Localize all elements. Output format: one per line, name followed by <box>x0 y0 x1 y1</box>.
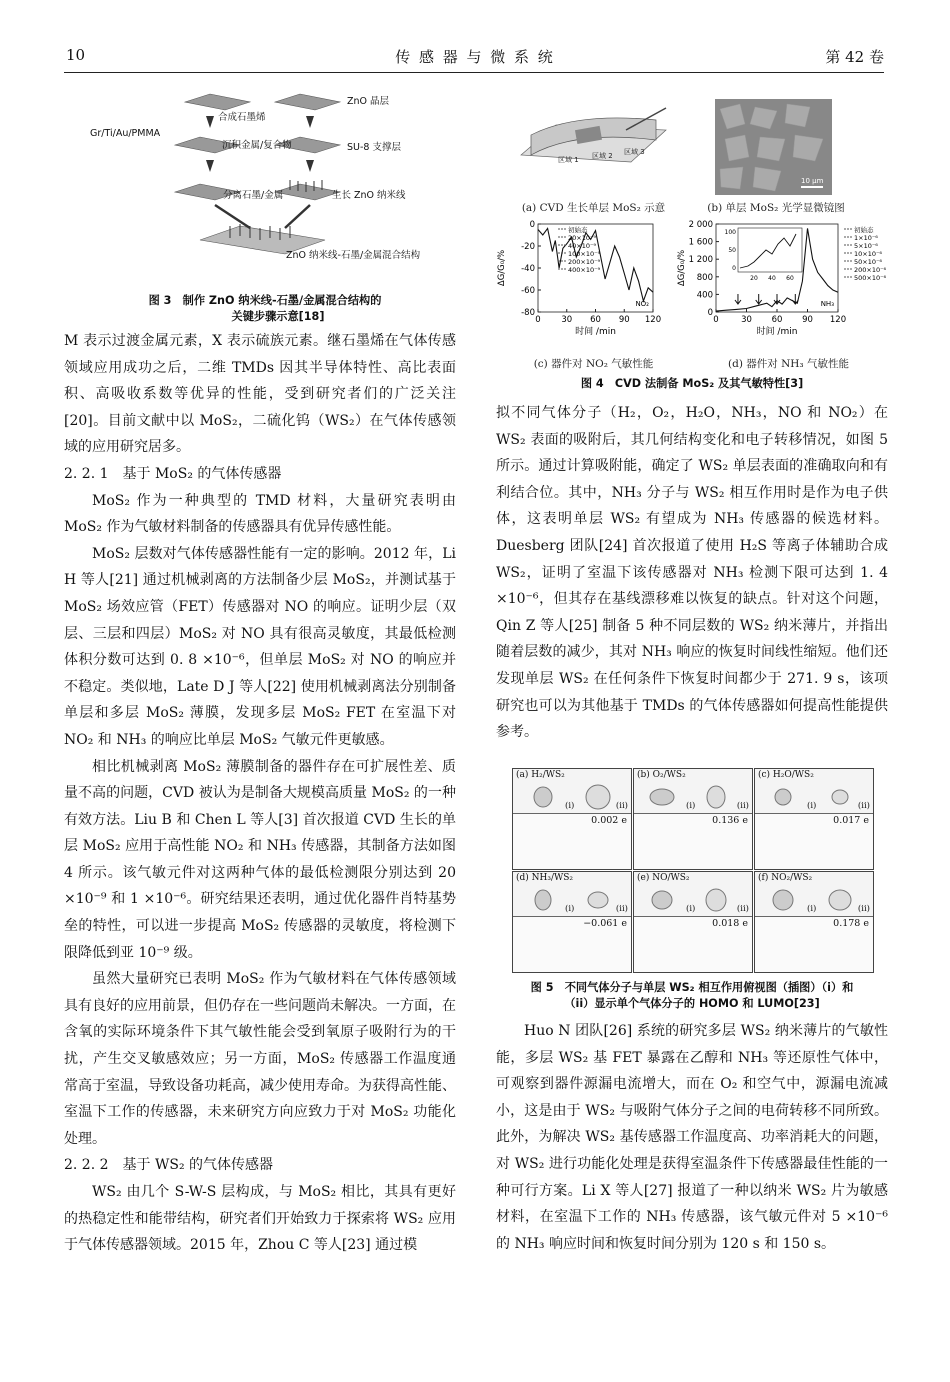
legend-entry: 200×10⁻⁹ <box>568 258 601 266</box>
fig5-panel-f: (f) NO₂/WS₂ (i) (ii) 0.178 e <box>754 871 874 973</box>
section-heading-2-2-1: 2. 2. 1 基于 MoS₂ 的气体传感器 <box>64 465 282 482</box>
label-hybrid: ZnO 纳米线-石墨/金属混合结构 <box>286 250 421 261</box>
figure-4a-caption: (a) CVD 生长单层 MoS₂ 示意 <box>521 202 666 214</box>
header-rule <box>64 72 884 73</box>
x-tick-label: 120 <box>644 315 662 325</box>
figure-5 <box>512 768 872 1018</box>
gas-label: NH₃ <box>820 300 834 308</box>
figure-4c-chart <box>496 216 691 366</box>
inset-x-tick-label: 40 <box>768 275 776 282</box>
zone-1-label: 区域 1 <box>558 156 579 164</box>
label-deposit: 沉积金属/复合物 <box>222 140 292 151</box>
legend-entry: 40×10⁻⁹ <box>568 242 597 250</box>
legend-entry: 1×10⁻⁶ <box>854 234 878 242</box>
y-tick-label: -40 <box>521 264 535 274</box>
page-number: 10 <box>66 46 86 64</box>
arrow-down-4 <box>306 160 314 172</box>
arrow-down-2 <box>206 160 214 172</box>
arrow-merge-left <box>215 205 250 228</box>
left-column <box>64 328 456 1259</box>
label-nanowire: 生长 ZnO 纳米线 <box>332 190 406 201</box>
paragraph-ws2-intro: WS₂ 由几个 S-W-S 层构成，与 MoS₂ 相比，其具有更好的热稳定性和能带结构，研究者们开始致力于探索将 WS₂ 应用于气体传感器领域。2015 年，Zhou C 等人[23] 通过模 <box>64 1184 456 1254</box>
arrow-merge-right <box>285 205 310 228</box>
zone-2-label: 区域 2 <box>592 152 613 160</box>
y-tick-label: -60 <box>521 286 535 296</box>
figure-4d-caption: (d) 器件对 NH₃ 气敏性能 <box>728 358 849 370</box>
legend-entry: 10×10⁻⁶ <box>854 250 883 258</box>
label-separate: 分离石墨/金属 <box>223 190 284 201</box>
figure-5-caption-line1: 图 5 不同气体分子与单层 WS₂ 相互作用俯视图（插图）（i）和 <box>530 981 854 994</box>
injection-arrow <box>756 294 762 304</box>
figure-3 <box>90 90 440 325</box>
y-tick-label: 1 600 <box>688 237 713 248</box>
figure-4 <box>496 96 888 396</box>
x-tick-label: 90 <box>618 315 630 325</box>
fig5-panel-d: (d) NH₃/WS₂ (i) (ii) −0.061 e <box>512 871 632 973</box>
inset-x-tick-label: 60 <box>786 275 794 282</box>
paragraph-ws2-huo: Huo N 团队[26] 系统的研究多层 WS₂ 纳米薄片的气敏性能，多层 WS₂ 基 FET 暴露在乙醇和 NH₃ 等还原性气体中，可观察到器件源漏电流增大，而在 O₂ 和空气中，源漏电流减小，这是由于 WS₂ 与吸附气体分子之间的电荷转移不同所致。此外，为解决 WS₂ 基传感器工作温度高、功率消耗大的问题，对 WS₂ 进行功能化处理是获得室温条件下传感器最佳性能的一种可行方案。Li X 等人[27] 报道了一种以纳米 WS₂ 片为敏感材料，在室温下工作的 NH₃ 传感器，该气敏元件对 5 ×10⁻⁶ 的 NH₃ 响应时间和恢复时间分别为 120 s 和 150 s。 <box>496 1023 888 1252</box>
fig5-panel-b: (b) O₂/WS₂ (i) (ii) 0.136 e <box>633 768 753 870</box>
x-tick-label: 60 <box>771 315 783 325</box>
figure-4b-micrograph <box>715 99 832 195</box>
fig5-panel-a: (a) H₂/WS₂ (i) (ii) 0.002 e <box>512 768 632 870</box>
x-tick-label: 120 <box>829 315 847 325</box>
volume-label: 第 42 卷 <box>825 48 884 66</box>
figure-3-caption-line1: 图 3 制作 ZnO 纳米线-石墨/金属混合结构的 <box>148 294 382 307</box>
figure-3-diagram <box>90 90 440 285</box>
y-tick-label: 0 <box>529 220 535 230</box>
y-tick-label: -20 <box>521 242 535 252</box>
plate-graphene <box>185 94 250 110</box>
paragraph-tmds-intro: M 表示过渡金属元素，X 表示硫族元素。继石墨烯在气体传感领域应用成功之后，二维 TMDs 因其半导体特性、高比表面积、高吸收系数等优异的性能，受到研究者们的广泛关注[20]。目前文献中以 MoS₂，二硫化钨（WS₂）在气体传感领域的应用研究居多。 <box>64 333 456 456</box>
y-tick-label: 1 200 <box>688 255 713 266</box>
injection-arrow <box>735 294 741 304</box>
label-zno-seed: ZnO 晶层 <box>347 96 390 107</box>
section-heading-2-2-2: 2. 2. 2 基于 WS₂ 的气体传感器 <box>64 1157 274 1174</box>
figure-3-caption-line2: 关键步骤示意[18] <box>231 310 325 323</box>
arrow-down-1 <box>206 116 214 128</box>
x-tick-label: 30 <box>561 315 573 325</box>
right-column-top <box>496 400 888 746</box>
figure-4d-chart <box>676 216 888 366</box>
figure-4c-caption: (c) 器件对 NO₂ 气敏性能 <box>533 358 654 370</box>
figure-5-caption-line2: （ii）显示单个气体分子的 HOMO 和 LUMO[23] <box>564 997 820 1010</box>
inset-y-tick-label: 0 <box>732 265 736 272</box>
legend-entry: 初始态 <box>854 226 874 234</box>
fig5-panel-c: (c) H₂O/WS₂ (i) (ii) 0.017 e <box>754 768 874 870</box>
paragraph-mos2-intro: MoS₂ 作为一种典型的 TMD 材料，大量研究表明由 MoS₂ 作为气敏材料制备的传感器具有优异传感性能。 <box>64 492 456 536</box>
y-tick-label: 800 <box>696 272 713 283</box>
label-stack: Gr/Ti/Au/PMMA <box>90 128 161 139</box>
label-graphene: 合成石墨烯 <box>218 112 266 123</box>
x-axis-label: 时间 /min <box>756 327 798 337</box>
legend-entry: 200×10⁻⁶ <box>854 266 887 274</box>
plate-zno-seed <box>275 94 340 110</box>
x-tick-label: 0 <box>713 315 719 325</box>
x-tick-label: 90 <box>802 315 813 325</box>
zone-3-label: 区域 3 <box>624 148 645 156</box>
legend-entry: 500×10⁻⁶ <box>854 274 887 282</box>
paragraph-mos2-layers: MoS₂ 层数对气体传感器性能有一定的影响。2012 年，Li H 等人[21] 通过机械剥离的方法制备少层 MoS₂，并测试基于 MoS₂ 场效应管（FET）传感器对 NO 的响应。证明少层（双层、三层和四层）MoS₂ 对 NO 具有很高灵敏度，其最低检测体积分数可达到 0. 8 ×10⁻⁶，但单层 MoS₂ 对 NO 的响应并不稳定。类似地，Late D J 等人[22] 使用机械剥离法分别制备单层和多层 MoS₂ 薄膜，发现多层 MoS₂ FET 在室温下对 NO₂ 和 NH₃ 的响应比单层 MoS₂ 气敏元件更敏感。 <box>64 545 456 748</box>
inset-y-tick-label: 100 <box>724 229 736 236</box>
gas-label: NO₂ <box>635 300 649 308</box>
legend-entry: 400×10⁻⁹ <box>568 266 601 274</box>
legend-entry: 初始态 <box>568 226 588 234</box>
y-axis-label: ΔG/G₀/% <box>677 249 687 287</box>
y-axis-label: ΔG/G₀/% <box>497 249 507 287</box>
x-tick-label: 0 <box>535 315 541 325</box>
fig5-panel-e: (e) NO/WS₂ (i) (ii) 0.018 e <box>633 871 753 973</box>
label-su8: SU-8 支撑层 <box>347 142 401 153</box>
inset-y-tick-label: 50 <box>728 247 736 254</box>
paragraph-mos2-issues: 虽然大量研究已表明 MoS₂ 作为气敏材料在气体传感领域具有良好的应用前景，但仍存在一些问题尚未解决。一方面，在含氧的实际环境条件下其气敏性能会受到氧原子吸附行为的干扰，产生交叉敏感效应；另一方面，MoS₂ 传感器工作温度通常高于室温，导致设备功耗高，减少使用寿命。为获得高性能、室温下工作的传感器，未来研究方向应致力于对 MoS₂ 功能化处理。 <box>64 971 456 1147</box>
plate-nanowire <box>275 184 340 200</box>
inset-x-tick-label: 20 <box>750 275 758 282</box>
figure-4b-caption: (b) 单层 MoS₂ 光学显微镜图 <box>707 202 845 214</box>
arrow-down-3 <box>306 116 314 128</box>
y-tick-label: 0 <box>707 308 713 318</box>
y-tick-label: 2 000 <box>688 220 713 230</box>
inset-frame <box>738 228 802 272</box>
x-tick-label: 60 <box>590 315 601 325</box>
legend-entry: 5×10⁻⁶ <box>854 242 878 250</box>
figure-4-caption: 图 4 CVD 法制备 MoS₂ 及其气敏特性[3] <box>580 377 804 390</box>
journal-title: 传 感 器 与 微 系 统 <box>395 48 555 66</box>
paragraph-ws2-simulation: 拟不同气体分子（H₂，O₂，H₂O，NH₃，NO 和 NO₂）在 WS₂ 表面的吸附后，其几何结构变化和电子转移情况，如图 5 所示。通过计算吸附能，确定了 WS₂ 单层表面的准确取向和有利结合位。其中，NH₃ 分子与 WS₂ 相互作用时是作为电子供体，这表明单层 WS₂ 有望成为 NH₃ 传感器的候选材料。Duesberg 团队[24] 首次报道了使用 H₂S 等离子体辅助合成 WS₂，证明了室温下该传感器对 NH₃ 检测下限可达到 1. 4 ×10⁻⁶，但其存在基线漂移难以恢复的缺点。针对这个问题，Qin Z 等人[25] 制备 5 种不同层数的 WS₂ 纳米薄片，并指出随着层数的减少，其对 NH₃ 响应的恢复时间线性缩短。他们还发现单层 WS₂ 在任何条件下恢复时间都少于 271. 9 s，该项研究也可以为其他基于 TMDs 的气体传感器如何提高性能提供参考。 <box>496 405 888 741</box>
scale-bar-label: 10 μm <box>801 177 824 185</box>
x-tick-label: 30 <box>741 315 752 325</box>
figure-4a-schematic <box>516 100 671 200</box>
right-column-bottom <box>496 1018 888 1257</box>
x-axis-label: 时间 /min <box>575 327 616 337</box>
paragraph-mos2-cvd: 相比机械剥离 MoS₂ 薄膜制备的器件存在可扩展性差、质量不高的问题，CVD 被认为是制备大规模高质量 MoS₂ 的一种有效方法。Liu B 和 Chen L 等人[3] 首次报道 CVD 生长的单层 MoS₂ 应用于高性能 NO₂ 和 NH₃ 传感器，其制备方法如图 4 所示。该气敏元件对这两种气体的最低检测限分别达到 20 ×10⁻⁹ 和 1 ×10⁻⁶。研究结果还表明，通过优化器件肖特基势垒的特性，可以进一步提高 MoS₂ 传感器的灵敏度，将检测下限降低到亚 10⁻⁹ 级。 <box>64 758 456 961</box>
legend-entry: 100×10⁻⁹ <box>568 250 601 258</box>
y-tick-label: 400 <box>696 290 713 301</box>
legend-entry: 20×10⁻⁹ <box>568 234 597 242</box>
legend-entry: 50×10⁻⁶ <box>854 258 883 266</box>
y-tick-label: -80 <box>521 308 535 318</box>
